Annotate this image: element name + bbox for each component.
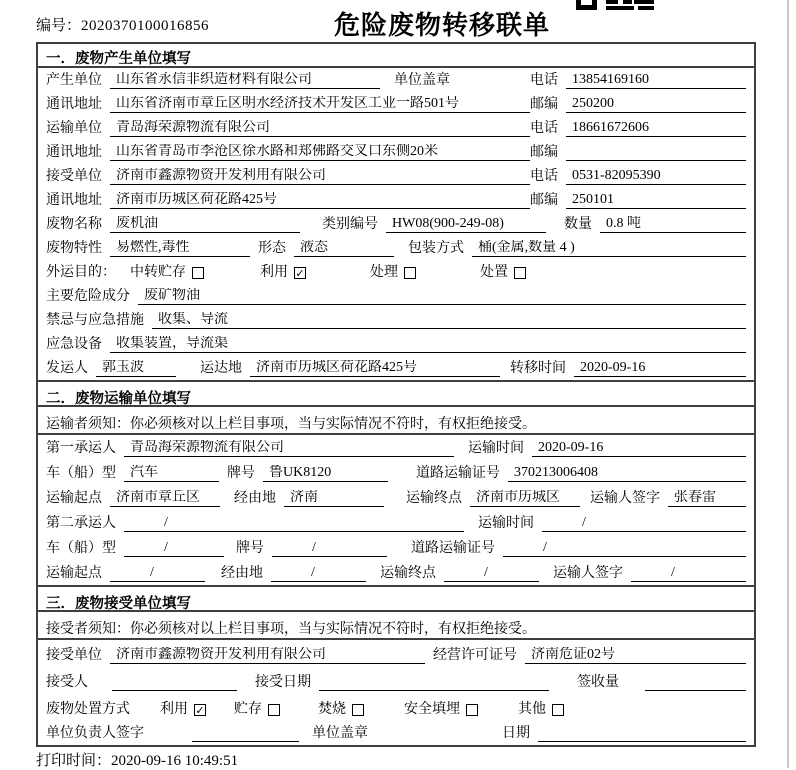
- transporter-address-row: [38, 140, 754, 164]
- producer-address-value: 山东省济南市章丘区明水经济技术开发区工业一路501号: [110, 96, 530, 113]
- permit2-label: 道路运输证号: [411, 541, 495, 556]
- carrier1-row: [38, 435, 754, 460]
- qr-code-icon: [576, 0, 666, 11]
- carrier1-label: 第一承运人: [46, 441, 116, 456]
- receiver-seal-label: 单位盖章: [312, 726, 368, 741]
- unit-seal-label: 单位盖章: [394, 73, 450, 88]
- seal-date-value: [538, 725, 746, 742]
- disposal-other-checkbox[interactable]: [552, 704, 564, 716]
- shipper-row: [38, 356, 754, 380]
- disposal-use-label: 利用: [160, 702, 188, 717]
- transfer-time-value: 2020-09-16: [574, 360, 746, 377]
- receiver-address-row: [38, 188, 754, 212]
- sign2-label: 运输人签字: [553, 566, 623, 581]
- manifest-form: [36, 42, 756, 747]
- transfer-time-label: 转移时间: [510, 361, 566, 376]
- transporter-label: 运输单位: [46, 121, 102, 136]
- accept-unit-value: 济南市鑫源物资开发利用有限公司: [110, 647, 425, 664]
- taboo-value: 收集、导流: [152, 312, 746, 329]
- origin1-value: 济南市章丘区: [110, 490, 220, 507]
- disposal-option-burn: [318, 702, 364, 718]
- producer-value: 山东省永信非织造材料有限公司: [110, 72, 380, 89]
- receiver-notice-text: 你必须核对以上栏目事项，当与实际情况不符时，有权拒绝接受。: [130, 622, 536, 637]
- origin2-label: 运输起点: [46, 566, 102, 581]
- signed-amount-value: [645, 674, 746, 691]
- plate1-label: 牌号: [227, 466, 255, 481]
- purpose-option-transfer: [130, 265, 204, 281]
- section2-title: 二．废物运输单位填写: [38, 380, 754, 407]
- disposal-use-checkbox[interactable]: ✓: [195, 704, 205, 717]
- section2: [38, 380, 754, 585]
- receiver-label: 接受单位: [46, 169, 102, 184]
- producer-zip-value: 250200: [566, 96, 746, 113]
- permit1-value: 370213006408: [508, 465, 746, 482]
- disposal-option-landfill: [404, 702, 478, 718]
- shipper-value: 郭玉波: [96, 360, 176, 377]
- transport-time1-label: 运输时间: [468, 441, 524, 456]
- receiver-zip-value: 250101: [566, 192, 746, 209]
- recipient-label: 接受人: [46, 675, 88, 690]
- producer-zip-label: 邮编: [530, 97, 558, 112]
- waste-name-value: 废机油: [110, 216, 300, 233]
- sign1-label: 运输人签字: [590, 491, 660, 506]
- serial-value: 2020370100016856: [81, 18, 210, 34]
- vehicle1-value: 汽车: [124, 465, 219, 482]
- transporter-notice-label: 运输者须知：: [46, 417, 130, 432]
- page-title: 危险废物转移联单: [334, 10, 551, 40]
- waste-traits-row: [38, 236, 754, 260]
- disposal-burn-label: 焚烧: [318, 702, 346, 717]
- purpose-dispose-checkbox[interactable]: [514, 267, 526, 279]
- disposal-method-row: [38, 694, 754, 721]
- disposal-burn-checkbox[interactable]: [352, 704, 364, 716]
- plate1-value: 鲁UK8120: [263, 465, 388, 482]
- disposal-store-label: 贮存: [234, 702, 262, 717]
- purpose-use-label: 利用: [260, 265, 288, 280]
- waste-traits-label: 废物特性: [46, 241, 102, 256]
- accept-unit-row: [38, 640, 754, 667]
- producer-address-label: 通讯地址: [46, 97, 102, 112]
- section3: [38, 585, 754, 745]
- receiver-notice-row: [38, 612, 754, 640]
- form-state-label: 形态: [258, 241, 286, 256]
- transporter-phone-label: 电话: [530, 121, 558, 136]
- purpose-option-use: [260, 265, 306, 281]
- end1-value: 济南市历城区: [470, 490, 580, 507]
- window-edge: [787, 0, 789, 768]
- category-code-value: HW08(900-249-08): [386, 216, 546, 233]
- disposal-option-other: [518, 702, 564, 718]
- purpose-use-checkbox[interactable]: ✓: [295, 267, 305, 280]
- receiver-value: 济南市鑫源物资开发利用有限公司: [110, 168, 530, 185]
- vehicle1-row: [38, 460, 754, 485]
- transporter-row: [38, 116, 754, 140]
- purpose-treat-checkbox[interactable]: [404, 267, 416, 279]
- producer-address-row: [38, 92, 754, 116]
- equipment-row: [38, 332, 754, 356]
- producer-label: 产生单位: [46, 73, 102, 88]
- receiver-zip-label: 邮编: [530, 193, 558, 208]
- disposal-store-checkbox[interactable]: [268, 704, 280, 716]
- category-code-label: 类别编号: [322, 217, 378, 232]
- disposal-option-store: [234, 702, 280, 718]
- transporter-value: 青岛海荣源物流有限公司: [110, 120, 530, 137]
- purpose-transfer-label: 中转贮存: [130, 265, 186, 280]
- serial-number-line: [36, 14, 209, 35]
- destination-value: 济南市历城区荷花路425号: [250, 360, 500, 377]
- end1-label: 运输终点: [406, 491, 462, 506]
- carrier2-label: 第二承运人: [46, 516, 116, 531]
- purpose-transfer-checkbox[interactable]: [192, 267, 204, 279]
- disposal-other-label: 其他: [518, 702, 546, 717]
- print-time-line: [36, 749, 238, 770]
- manager-sign-row: [38, 721, 754, 745]
- plate2-value: /: [272, 540, 387, 557]
- route1-row: [38, 485, 754, 510]
- transporter-zip-value: [566, 144, 746, 161]
- via2-label: 经由地: [221, 566, 263, 581]
- transport-time2-label: 运输时间: [478, 516, 534, 531]
- route2-row: [38, 560, 754, 585]
- recipient-row: [38, 667, 754, 694]
- accept-unit-label: 接受单位: [46, 648, 102, 663]
- receiver-notice-label: 接受者须知：: [46, 622, 130, 637]
- carrier2-value: /: [124, 515, 464, 532]
- accept-date-label: 接受日期: [255, 675, 311, 690]
- vehicle1-label: 车（船）型: [46, 466, 116, 481]
- recipient-value: [112, 674, 237, 691]
- section1-title: 一．废物产生单位填写: [38, 44, 754, 68]
- receiver-phone-label: 电话: [530, 169, 558, 184]
- transporter-zip-label: 邮编: [530, 145, 558, 160]
- permit1-label: 道路运输证号: [416, 466, 500, 481]
- end2-label: 运输终点: [380, 566, 436, 581]
- producer-phone-label: 电话: [530, 73, 558, 88]
- vehicle2-value: /: [124, 540, 224, 557]
- receiver-address-label: 通讯地址: [46, 193, 102, 208]
- license-value: 济南危证02号: [525, 647, 746, 664]
- receiver-address-value: 济南市历城区荷花路425号: [110, 192, 530, 209]
- transporter-address-value: 山东省青岛市李沧区徐水路和郑佛路交叉口东侧20米: [110, 144, 530, 161]
- transporter-notice-text: 你必须核对以上栏目事项，当与实际情况不符时，有权拒绝接受。: [130, 417, 536, 432]
- print-time-value: 2020-09-16 10:49:51: [111, 753, 239, 769]
- disposal-landfill-checkbox[interactable]: [466, 704, 478, 716]
- signed-amount-label: 签收量: [577, 675, 619, 690]
- hazard-value: 废矿物油: [138, 288, 746, 305]
- carrier2-row: [38, 510, 754, 535]
- receiver-row: [38, 164, 754, 188]
- sign1-value: 张春雷: [668, 490, 746, 507]
- packaging-label: 包装方式: [408, 241, 464, 256]
- origin2-value: /: [110, 565, 205, 582]
- transporter-phone-value: 18661672606: [566, 120, 746, 137]
- waste-name-label: 废物名称: [46, 217, 102, 232]
- disposal-landfill-label: 安全填埋: [404, 702, 460, 717]
- quantity-label: 数量: [564, 217, 592, 232]
- transporter-address-label: 通讯地址: [46, 145, 102, 160]
- transporter-notice-row: [38, 407, 754, 435]
- print-time-label: 打印时间：: [36, 753, 112, 769]
- purpose-option-treat: [370, 265, 416, 281]
- disposal-method-label: 废物处置方式: [46, 702, 130, 717]
- hazard-row: [38, 284, 754, 308]
- via1-label: 经由地: [234, 491, 276, 506]
- vehicle2-row: [38, 535, 754, 560]
- purpose-label: 外运目的：: [46, 265, 116, 280]
- form-state-value: 液态: [294, 240, 394, 257]
- hazard-label: 主要危险成分: [46, 289, 130, 304]
- via2-value: /: [271, 565, 366, 582]
- accept-date-value: [319, 674, 549, 691]
- serial-label: 编号：: [36, 18, 82, 34]
- carrier1-value: 青岛海荣源物流有限公司: [124, 440, 454, 457]
- transport-time1-value: 2020-09-16: [532, 440, 746, 457]
- via1-value: 济南: [284, 490, 384, 507]
- equipment-value: 收集装置，导流渠: [110, 336, 746, 353]
- disposal-option-use: [160, 702, 206, 718]
- waste-traits-value: 易燃性,毒性: [110, 240, 250, 257]
- purpose-option-dispose: [480, 265, 526, 281]
- origin1-label: 运输起点: [46, 491, 102, 506]
- vehicle2-label: 车（船）型: [46, 541, 116, 556]
- shipper-label: 发运人: [46, 361, 88, 376]
- purpose-dispose-label: 处置: [480, 265, 508, 280]
- producer-phone-value: 13854169160: [566, 72, 746, 89]
- purpose-row: [38, 260, 754, 284]
- transport-time2-value: /: [542, 515, 746, 532]
- quantity-value: 0.8 吨: [600, 216, 746, 233]
- packaging-value: 桶(金属,数量 4 ): [472, 240, 746, 257]
- manager-sign-value: [192, 725, 299, 742]
- license-label: 经营许可证号: [433, 648, 517, 663]
- producer-row: [38, 68, 754, 92]
- section3-title: 三．废物接受单位填写: [38, 585, 754, 612]
- waste-name-row: [38, 212, 754, 236]
- equipment-label: 应急设备: [46, 337, 102, 352]
- destination-label: 运达地: [200, 361, 242, 376]
- purpose-treat-label: 处理: [370, 265, 398, 280]
- seal-date-label: 日期: [502, 726, 530, 741]
- receiver-phone-value: 0531-82095390: [566, 168, 746, 185]
- manager-sign-label: 单位负责人签字: [46, 726, 144, 741]
- sign2-value: /: [631, 565, 746, 582]
- plate2-label: 牌号: [236, 541, 264, 556]
- taboo-label: 禁忌与应急措施: [46, 313, 144, 328]
- permit2-value: /: [503, 540, 746, 557]
- taboo-row: [38, 308, 754, 332]
- end2-value: /: [444, 565, 539, 582]
